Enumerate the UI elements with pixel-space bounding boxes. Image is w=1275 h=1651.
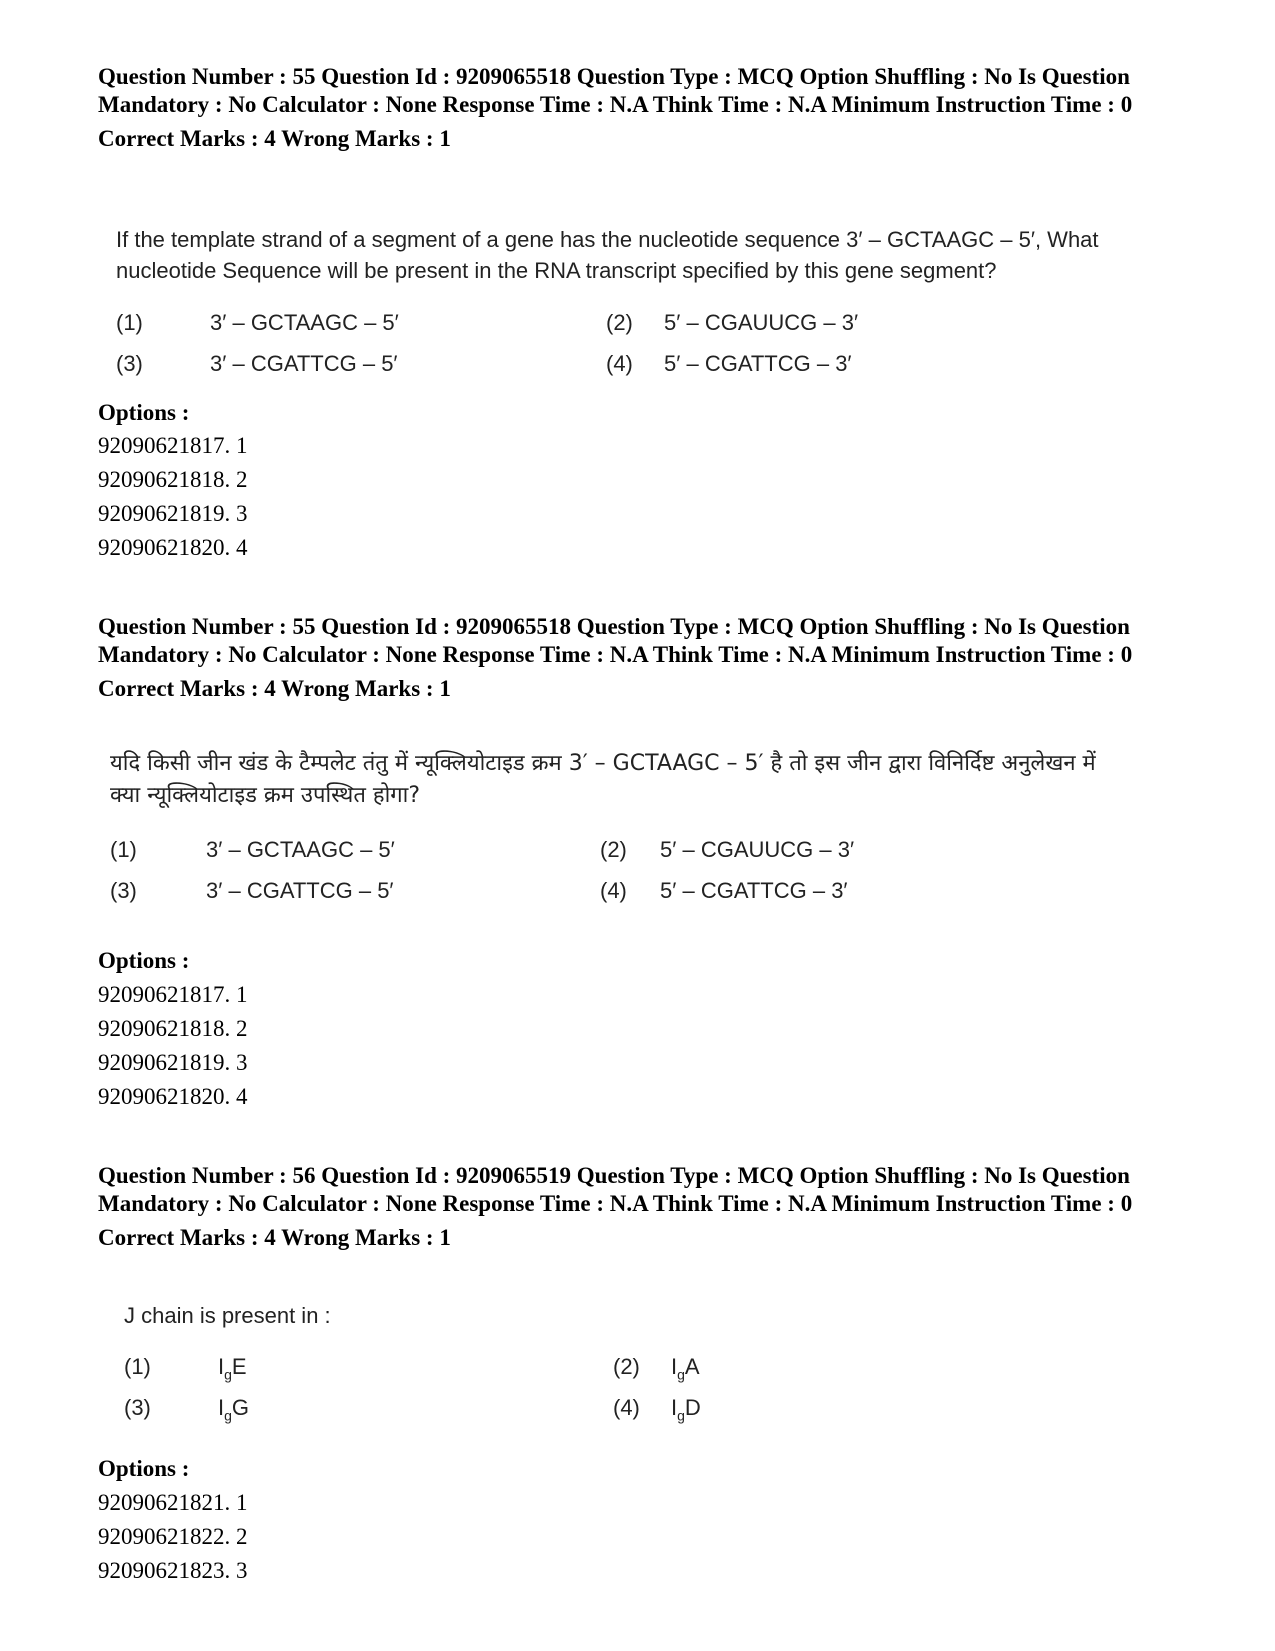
choice-number: (1) [116, 310, 143, 335]
choice-number: (3) [116, 351, 143, 376]
option-id: 92090621819. 3 [98, 1050, 248, 1075]
option-id: 92090621819. 3 [98, 501, 248, 526]
question-meta: Question Number : 55 Question Id : 9209065518 Question Type : MCQ Option Shuffling : No Is Question Mandatory : No Calculator : None Response Time : N.A Think Time : N.A Minimum Instruction Time : 0 [98, 614, 1133, 667]
choice-text: 3′ – GCTAAGC – 5′ [210, 310, 399, 335]
option-id: 92090621817. 1 [98, 982, 248, 1007]
option-id: 92090621823. 3 [98, 1558, 248, 1583]
choice-number: (2) [613, 1354, 640, 1379]
choice-number: (4) [613, 1395, 640, 1420]
question-meta: Question Number : 55 Question Id : 9209065518 Question Type : MCQ Option Shuffling : No Is Question Mandatory : No Calculator : None Response Time : N.A Think Time : N.A Minimum Instruction Time : 0 [98, 64, 1133, 117]
option-id: 92090621822. 2 [98, 1524, 248, 1549]
question-text: If the template strand of a segment of a gene has the nucleotide sequence 3′ – GCTAAGC – 5′, What nucleotide Sequence will be present in the RNA transcript specified by this gene segment? [116, 227, 1099, 283]
choice-number: (1) [124, 1354, 151, 1379]
question-text: J chain is present in : [124, 1303, 331, 1328]
option-id: 92090621818. 2 [98, 467, 248, 492]
option-id: 92090621818. 2 [98, 1016, 248, 1041]
option-id: 92090621820. 4 [98, 1084, 248, 1109]
choice-text: 5′ – CGAUUCG – 3′ [664, 310, 859, 335]
option-id: 92090621817. 1 [98, 433, 248, 458]
question-56-header [98, 1162, 1138, 1252]
choice-number: (1) [110, 837, 137, 862]
choice-text: $I_gE$ [218, 1354, 247, 1383]
choice-number: (4) [606, 351, 633, 376]
choice-text: 3′ – CGATTCG – 5′ [206, 878, 394, 903]
question-55-english-text [116, 224, 1126, 286]
choice-text: 5′ – CGAUUCG – 3′ [660, 837, 855, 862]
options-label: Options : [98, 1456, 190, 1481]
choice-text: $I_gD$ [671, 1395, 701, 1424]
question-56-text [124, 1300, 1024, 1331]
choice-number: (2) [606, 310, 633, 335]
question-marks: Correct Marks : 4 Wrong Marks : 1 [98, 126, 451, 151]
question-meta: Question Number : 56 Question Id : 9209065519 Question Type : MCQ Option Shuffling : No Is Question Mandatory : No Calculator : None Response Time : N.A Think Time : N.A Minimum Instruction Time : 0 [98, 1163, 1133, 1216]
question-55-header [98, 63, 1138, 153]
choice-text: 5′ – CGATTCG – 3′ [664, 351, 852, 376]
question-marks: Correct Marks : 4 Wrong Marks : 1 [98, 1225, 451, 1250]
choice-text: $I_gA$ [671, 1354, 700, 1383]
choice-number: (3) [110, 878, 137, 903]
option-id: 92090621820. 4 [98, 535, 248, 560]
choice-number: (4) [600, 878, 627, 903]
question-55-hindi-header [98, 613, 1138, 703]
option-id: 92090621821. 1 [98, 1490, 248, 1515]
options-label: Options : [98, 948, 190, 973]
choice-text: 5′ – CGATTCG – 3′ [660, 878, 848, 903]
choice-text: 3′ – GCTAAGC – 5′ [206, 837, 395, 862]
choice-number: (2) [600, 837, 627, 862]
choice-text: 3′ – CGATTCG – 5′ [210, 351, 398, 376]
question-55-hindi-text [110, 748, 1130, 812]
choice-number: (3) [124, 1395, 151, 1420]
question-marks: Correct Marks : 4 Wrong Marks : 1 [98, 676, 451, 701]
question-text: यदि किसी जीन खंड के टैम्पलेट तंतु में न्यूक्लियोटाइड क्रम 3′ – GCTAAGC – 5′ है तो इस जीन द्वारा विनिर्दिष्ट अनुलेखन में क्या न्यूक्लियोटाइड क्रम उपस्थित होगा? [110, 751, 1096, 808]
options-label: Options : [98, 400, 190, 425]
choice-text: $I_gG$ [218, 1395, 250, 1424]
